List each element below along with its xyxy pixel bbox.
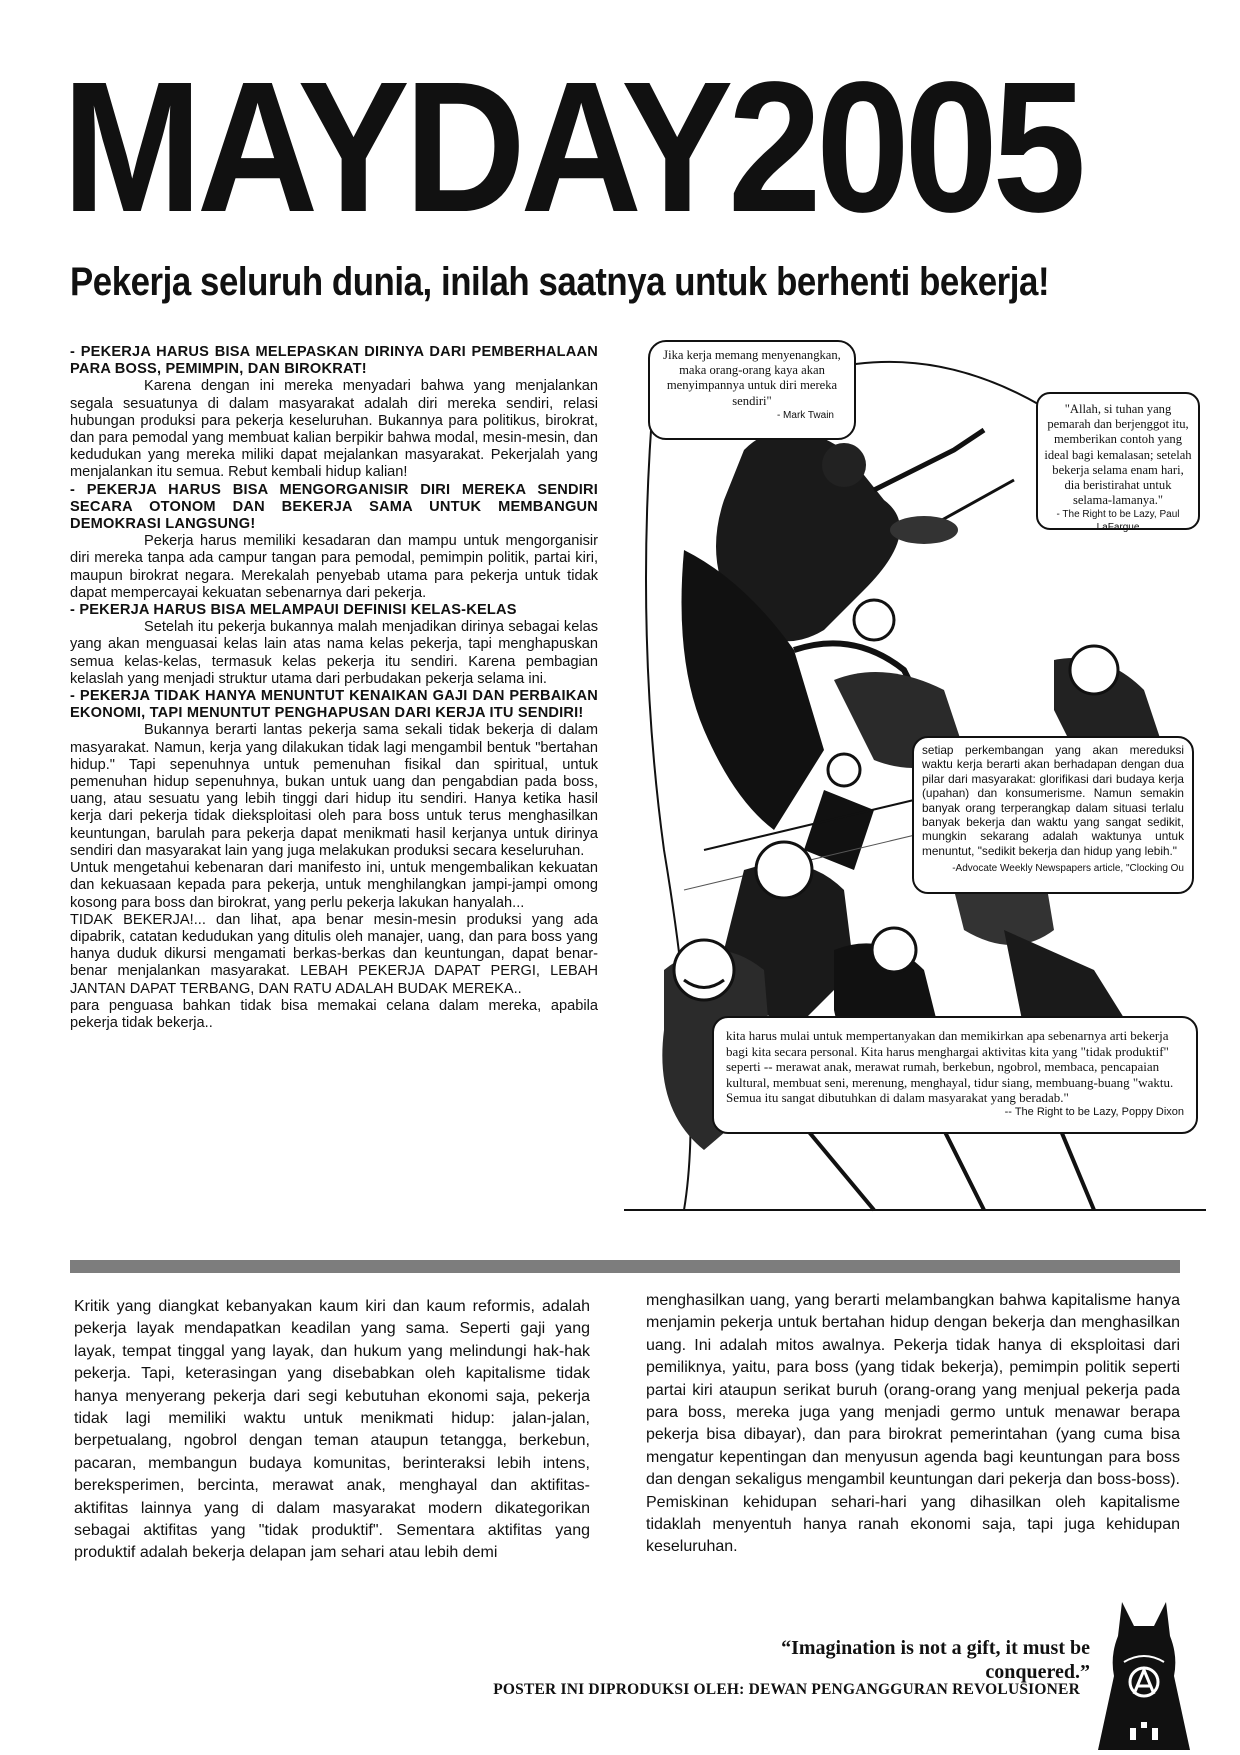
manifesto-paragraph-1: Karena dengan ini mereka menyadari bahwa yang menjalankan segala sesuatunya di dalam masyarakat adalah diri mereka sendiri, relasi hubungan produksi para pekerja keseluruhan. Bukannya para politikus, birokrat, dan para pemodal yang membuat kalian berpikir bahwa modal, mesin-mesin, dan kedudukan yang mereka miliki dapat mejalankan masyarakat. Pekerjalah yang menjalankan itu semua. Rebut kembali hidup kalian!	[70, 378, 598, 481]
bottom-column-right: menghasilkan uang, yang berarti melambangkan bahwa kapitalisme hanya menjamin pekerja untuk bertahan hidup dengan bekerja dan menghasilkan uang. Ini adalah mitos awalnya. Pekerja tidak hanya di eksploitasi dari pemiliknya, yaitu, para boss (yang tidak bekerja), pemimpin politik seperti partai kiri ataupun serikat buruh (orang-orang yang menjual pekerja pada para boss, mereka juga yang menjadi germo untuk menawar berapa pekerja bisa dibayar), dan para birokrat pemerintahan (yang cuma bisa mengatur kepentingan dan menyusun agenda bagi keuntungan para boss dan dengan sekaligus mengambil keuntungan dari pekerja dan boss-boss). Pemiskinan kehidupan sehari-hari yang dihasilkan oleh kapitalisme tidaklah menyentuh hanya ranah ekonomi saja, tapi juga kehidupan keseluruhan.	[646, 1292, 1180, 1556]
mark-twain-quote: Jika kerja memang menyenangkan, maka orang-orang kaya akan menyimpannya untuk diri mereka sendiri"	[663, 348, 841, 408]
bottom-column-left: Kritik yang diangkat kebanyakan kaum kiri dan kaum reformis, adalah pekerja layak mendapatkan keadilan yang sama. Seperti gaji yang layak, tempat tinggal yang layak, dan hukum yang melindungi hak-hak pekerja. Tapi, keterasingan yang disebabkan oleh kapitalisme tidak hanya menyerang pekerja dari segi kebutuhan ekonomi saja, pekerja tidak lagi memiliki waktu untuk menikmati hidup: jalan-jalan, berpetualang, ngobrol dengan teman ataupun tetangga, berkebun, pacaran, membangun budaya komunitas, berinteraksi lebih intens, bereksperimen, bercinta, merawat anak, menghayal dan aktifitas-aktifitas lainnya yang di dalam masyarakat modern dikategorikan sebagai aktifitas yang "tidak produktif". Sementara aktifitas yang produktif adalah bekerja delapan jam sehari atau lebih demi	[74, 1298, 590, 1562]
lafargue-quote-bubble	[1036, 392, 1200, 534]
manifesto-heading-2: - PEKERJA HARUS BISA MENGORGANISIR DIRI MEREKA SENDIRI SECARA OTONOM DAN BEKERJA SAMA UNTUK MEMBANGUN DEMOKRASI LANGSUNG!	[70, 481, 598, 533]
dixon-attribution: -- The Right to be Lazy, Poppy Dixon	[1004, 1105, 1184, 1118]
poster-credit: POSTER INI DIPRODUKSI OLEH: DEWAN PENGANGGURAN REVOLUSIONER	[493, 1681, 1080, 1698]
dixon-quote: kita harus mulai untuk mempertanyakan dan memikirkan apa sebenarnya arti bekerja bagi kita secara personal. Kita harus menghargai aktivitas kita yang "tidak produktif" seperti -- merawat anak, merawat rumah, berkebun, ngobrol, membaca, pencapaian kultural, membuat seni, merenung, menghayal, tidur siang, membuang-buang "waktu. Semua itu sangat dibutuhkan di dalam masyarakat yang beradab."	[726, 1028, 1174, 1106]
section-divider	[70, 1260, 1180, 1273]
manifesto-paragraph-3: Setelah itu pekerja bukannya malah menjadikan dirinya sebagai kelas yang akan menguasai kelas lain atas nama kelas pekerja, tapi menghapuskan semua kelas-kelas, termasuk kelas pekerja itu sendiri. Karena pembagian kelaslah yang menjadi struktur utama dari perbudakan pekerja selama ini.	[70, 619, 598, 687]
mark-twain-quote-bubble	[648, 340, 856, 440]
manifesto-heading-4: - PEKERJA TIDAK HANYA MENUNTUT KENAIKAN GAJI DAN PERBAIKAN EKONOMI, TAPI MENUNTUT PENGHAPUSAN DARI KERJA ITU SENDIRI!	[70, 688, 598, 722]
advocate-quote-bubble	[912, 736, 1194, 894]
manifesto-paragraph-5: Untuk mengetahui kebenaran dari manifesto ini, untuk mengembalikan kekuatan dan kekuasaan kepada para pekerja, untuk menghilangkan jampi-jampi omong kosong para boss dan birokrat, yang perlu pekerja lakukan hanyalah...	[70, 860, 598, 911]
imagination-quote: “Imagination is not a gift, it must be conquered.”	[781, 1637, 1090, 1683]
dixon-quote-bubble	[712, 1016, 1198, 1134]
lafargue-quote: "Allah, si tuhan yang pemarah dan berjenggot itu, memberikan contoh yang ideal bagi kemalasan; setelah bekerja selama enam hari, dia beristirahat untuk selama-lamanya."	[1044, 402, 1192, 508]
advocate-attribution: -Advocate Weekly Newspapers article, "Clocking Ou	[952, 863, 1184, 875]
manifesto-paragraph-4: Bukannya berarti lantas pekerja sama sekali tidak bekerja di dalam masyarakat. Namun, kerja yang dilakukan tidak lagi mengambil bentuk "bertahan hidup." Tapi sepenuhnya untuk pemenuhan fisikal dan spiritual, untuk pemenuhan hidup sepenuhnya, bukan untuk uang dan pengabdian pada boss, uang, atau sesuatu yang lebih tinggi dari hidup itu sendiri. Hanya ketika hasil kerja dari pekerja tidak dieksploitasi oleh para boss untuk terus menghasilkan keuntungan, barulah para pekerja dapat menikmati hasil kerjanya untuk dirinya sendiri dan masyarakat lain yang juga melakukan produksi secara keseluruhan.	[70, 722, 598, 859]
mark-twain-attribution: - Mark Twain	[776, 409, 834, 421]
manifesto-paragraph-6: TIDAK BEKERJA!... dan lihat, apa benar mesin-mesin produksi yang ada dipabrik, catatan kedudukan yang ditulis oleh manajer, uang, dan para boss yang hanya duduk dikursi mengamati berkas-berkas dan keuntungan, dapat benar-benar menjalankan masyarakat. LEBAH PEKERJA DAPAT PERGI, LEBAH JANTAN DAPAT TERBANG, DAN RATU ADALAH BUDAK MEREKA..	[70, 911, 598, 997]
manifesto-column	[70, 344, 598, 1032]
poster-subtitle: Pekerja seluruh dunia, inilah saatnya untuk berhenti bekerja!	[70, 260, 1050, 304]
poster-title: MAYDAY2005	[62, 48, 1081, 248]
manifesto-heading-1: - PEKERJA HARUS BISA MELEPASKAN DIRINYA DARI PEMBERHALAAN PARA BOSS, PEMIMPIN, DAN BIROKRAT!	[70, 344, 598, 378]
black-cat-anarchy-icon	[1094, 1596, 1194, 1750]
manifesto-paragraph-2: Pekerja harus memiliki kesadaran dan mampu untuk mengorganisir diri mereka tanpa ada campur tangan para pemodal, pemimpin politik, partai kiri, maupun birokrat negara. Merekalah penyebab utama para pekerja untuk tidak dapat mempercayai kekuatan sebenarnya dari pekerja.	[70, 533, 598, 601]
manifesto-heading-3: - PEKERJA HARUS BISA MELAMPAUI DEFINISI KELAS-KELAS	[70, 602, 517, 619]
advocate-quote: setiap perkembangan yang akan mereduksi waktu kerja berarti akan berhadapan dengan dua pilar dari masyarakat: glorifikasi dari budaya kerja (upahan) dan konsumerisme. Namun semakin banyak orang terperangkap dalam situasi terlalu banyak bekerja dan waktu yang sangat sedikit, mungkin sekarang adalah waktunya untuk menuntut, "sedikit bekerja dan hidup yang lebih."	[922, 743, 1184, 858]
manifesto-paragraph-7: para penguasa bahkan tidak bisa memakai celana dalam mereka, apabila pekerja tidak bekerja..	[70, 997, 598, 1031]
lafargue-attribution: - The Right to be Lazy, Paul LaFargue	[1056, 509, 1180, 534]
